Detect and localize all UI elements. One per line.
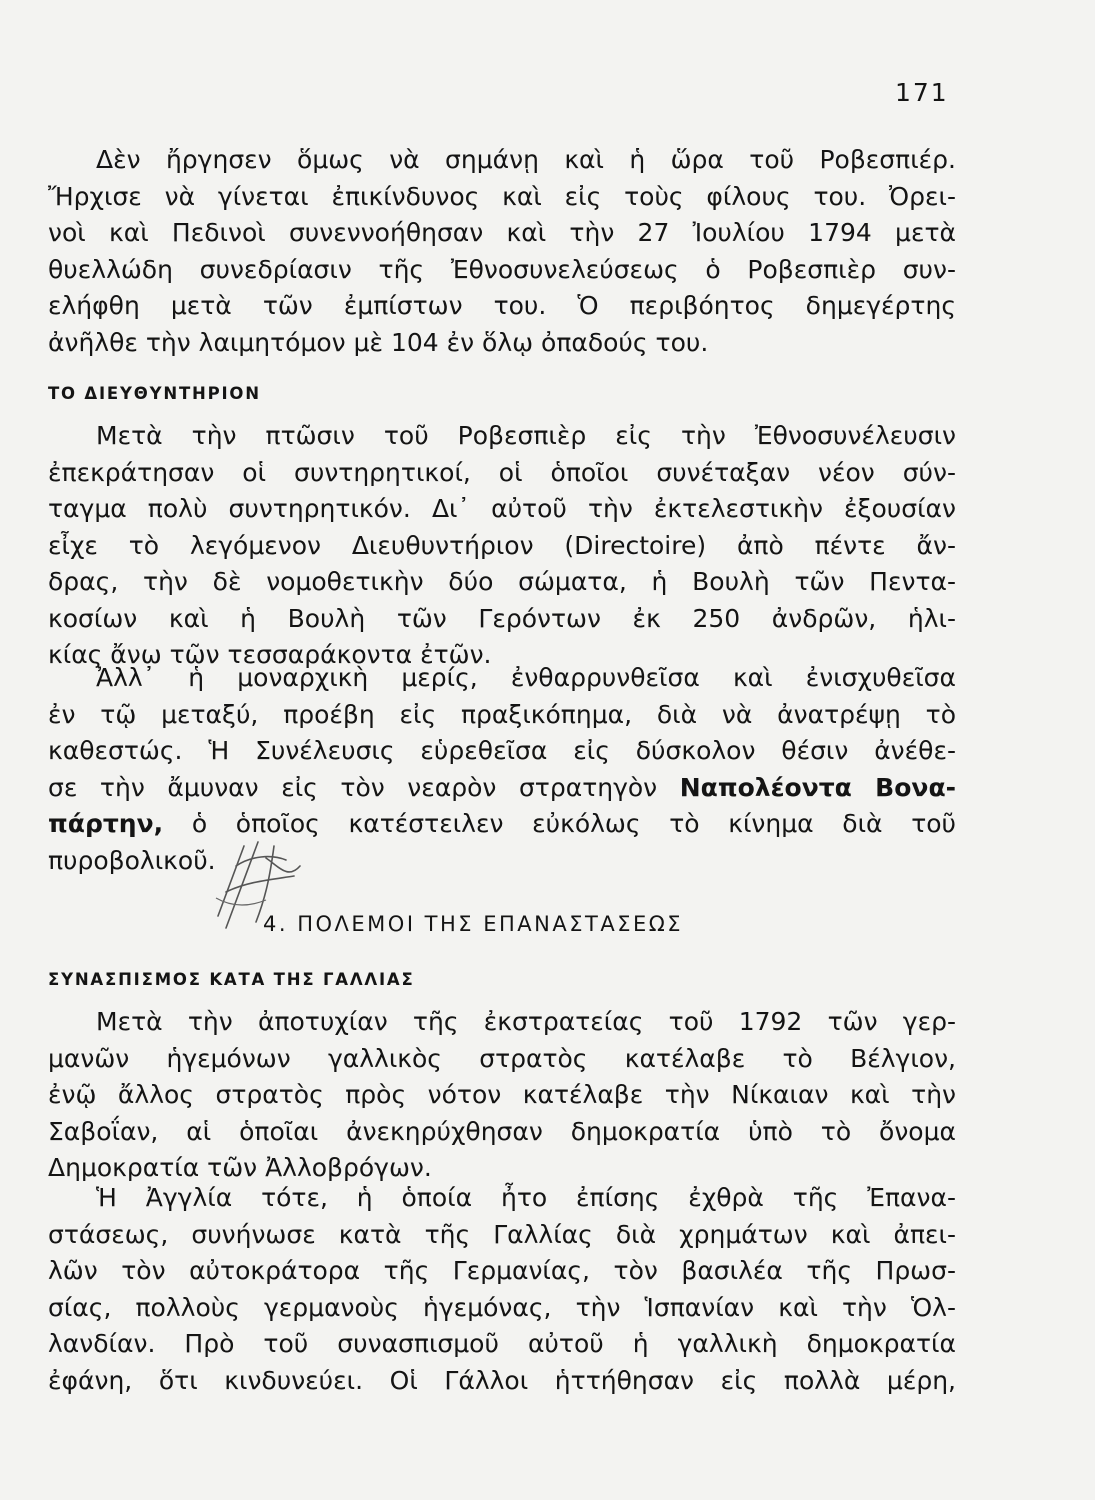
text-line: νοὶ καὶ Πεδινοὶ συνεννοήθησαν καὶ τὴν 27 Ἰουλίου 1794 μετὰ [48,218,956,247]
text-line: Μετὰ τὴν ἀποτυχίαν τῆς ἐκστρατείας τοῦ 1792 τῶν γερ- [96,1007,956,1036]
bold-name-napoleon: Ναπολέοντα Βονα- [679,772,956,802]
text-line: Σαβοΐαν, αἱ ὁποῖαι ἀνεκηρύχθησαν δημοκρατία ὑπὸ τὸ ὄνομα [48,1116,956,1146]
text-line: πυροβολικοῦ. [48,845,216,875]
paragraph-1792-campaign [48,1004,956,1187]
text-line: Ἡ Ἀγγλία τότε, ἡ ὁποία ἦτο ἐπίσης ἐχθρὰ τῆς Ἐπανα- [96,1183,956,1212]
text-line: καθεστώς. Ἡ Συνέλευσις εὑρεθεῖσα εἰς δύσκολον θέσιν ἀνέθε- [48,736,956,765]
text-line: Μετὰ τὴν πτῶσιν τοῦ Ροβεσπιὲρ εἰς τὴν Ἐθνοσυνέλευσιν [96,421,956,450]
text-line: Ἀλλ᾽ ἡ μοναρχικὴ μερίς, ἐνθαρρυνθεῖσα καὶ ἐνισχυθεῖσα [96,663,956,692]
text-fragment: ὁ ὁποῖος κατέστειλεν εὐκόλως τὸ κίνημα διὰ τοῦ [191,809,957,838]
text-line: θυελλώδη συνεδρίασιν τῆς Ἐθνοσυνελεύσεως ὁ Ροβεσπιὲρ συν- [48,254,956,284]
text-line [48,770,956,807]
text-line: λανδίαν. Πρὸ τοῦ συνασπισμοῦ αὐτοῦ ἡ γαλλικὴ δημοκρατία [48,1329,956,1358]
text-line: στάσεως, συνήνωσε κατὰ τῆς Γαλλίας διὰ χρημάτων καὶ ἀπει- [48,1219,956,1249]
paragraph-england-coalition [48,1180,956,1399]
text-line: Δημοκρατία τῶν Ἀλλοβρόγων. [48,1153,432,1182]
text-line: ἐν τῷ μεταξύ, προέβη εἰς πραξικόπημα, διὰ νὰ ἀνατρέψῃ τὸ [48,699,956,729]
section-heading-directory: ΤΟ ΔΙΕΥΘΥΝΤΗΡΙΟΝ [48,384,261,403]
text-line: κοσίων καὶ ἡ Βουλὴ τῶν Γερόντων ἐκ 250 ἀνδρῶν, ἡλι- [48,603,956,633]
text-line: σίας, πολλοὺς γερμανοὺς ἡγεμόνας, τὴν Ἱσπανίαν καὶ τὴν Ὁλ- [48,1292,956,1322]
page-number: 171 [895,78,949,107]
text-fragment: σε τὴν ἄμυναν εἰς τὸν νεαρὸν στρατηγὸν [48,772,658,802]
section-heading-coalition: ΣΥΝΑΣΠΙΣΜΟΣ ΚΑΤΑ ΤΗΣ ΓΑΛΛΙΑΣ [48,970,415,989]
text-line: Ἤρχισε νὰ γίνεται ἐπικίνδυνος καὶ εἰς τοὺς φίλους του. Ὀρει- [48,181,956,211]
text-line: κίας ἄνω τῶν τεσσαράκοντα ἐτῶν. [48,640,492,669]
bold-name-bonaparte: πάρτην, [48,809,164,838]
paragraph-monarchist-coup [48,660,956,879]
text-line: Δὲν ἤργησεν ὅμως νὰ σημάνῃ καὶ ἡ ὥρα τοῦ Ροβεσπιέρ. [96,145,956,174]
text-line: εἶχε τὸ λεγόμενον Διευθυντήριον (Directoire) ἀπὸ πέντε ἄν- [48,530,956,560]
section-title-wars: 4. ΠΟΛΕΜΟΙ ΤΗΣ ΕΠΑΝΑΣΤΑΣΕΩΣ [263,912,684,936]
paragraph-directory [48,418,956,674]
text-line: ἐνῷ ἄλλος στρατὸς πρὸς νότον κατέλαβε τὴν Νίκαιαν καὶ τὴν [48,1080,956,1109]
text-line: μανῶν ἡγεμόνων γαλλικὸς στρατὸς κατέλαβε τὸ Βέλγιον, [48,1043,956,1073]
text-line: ελήφθη μετὰ τῶν ἐμπίστων του. Ὁ περιβόητος δημεγέρτης [48,291,956,320]
text-line: λῶν τὸν αὐτοκράτορα τῆς Γερμανίας, τὸν βασιλέα τῆς Πρωσ- [48,1256,956,1285]
text-line: ἀνῆλθε τὴν λαιμητόμον μὲ 104 ἐν ὅλῳ ὀπαδούς του. [48,327,709,357]
paragraph-robespierre-fall [48,142,956,361]
text-line: δρας, τὴν δὲ νομοθετικὴν δύο σώματα, ἡ Βουλὴ τῶν Πεντα- [48,567,956,596]
text-line: ἐπεκράτησαν οἱ συντηρητικοί, οἱ ὁποῖοι συνέταξαν νέον σύν- [48,457,956,487]
text-line: ἐφάνη, ὅτι κινδυνεύει. Οἱ Γάλλοι ἡττήθησαν εἰς πολλὰ μέρη, [48,1365,956,1395]
text-line: ταγμα πολὺ συντηρητικόν. Δι᾽ αὐτοῦ τὴν ἐκτελεστικὴν ἐξουσίαν [48,494,956,523]
text-line [48,806,956,843]
